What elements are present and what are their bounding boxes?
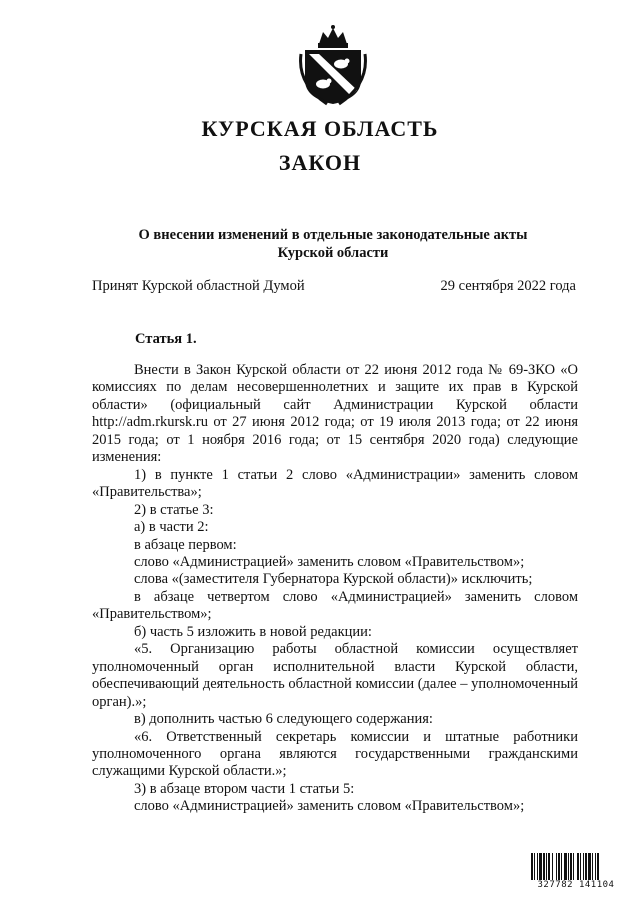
paragraph: 2) в статье 3: [134, 501, 214, 518]
paragraph: в) дополнить частью 6 следующего содержания: [134, 711, 433, 728]
article-body [92, 362, 578, 816]
paragraph: а) в части 2: [134, 519, 209, 536]
paragraph: слово «Администрацией» заменить словом «Правительством»; [134, 798, 525, 815]
adoption-line [92, 278, 576, 295]
paragraph: в абзаце четвертом слово «Администрацией» заменить словом «Правительством»; [92, 588, 578, 623]
paragraph: 3) в абзаце втором части 1 статьи 5: [134, 780, 355, 797]
paragraph: слово «Администрацией» заменить словом «Правительством»; [134, 553, 525, 570]
paragraph: слова «(заместителя Губернатора Курской области)» исключить; [134, 571, 533, 588]
adoption-date: 29 сентября 2022 года [440, 278, 576, 294]
paragraph: Внести в Закон Курской области от 22 июня 2012 года № 69-ЗКО «О комиссиях по делам несовершеннолетних и защите их прав в Курской области» (официальный сайт Администрации Курской области http://adm.rkursk.ru от 27 июня 2012 года; от 19 июля 2013 года; от 22 июня 2015 года; от 1 ноября 2016 года; от 15 сентября 2020 года) следующие изменения: [92, 362, 578, 466]
document-type-title: ЗАКОН [278, 150, 362, 175]
coat-of-arms-icon [297, 24, 369, 106]
barcode-number: 327782 141104 [530, 880, 622, 891]
paragraph: 1) в пункте 1 статьи 2 слово «Администрации» заменить словом «Правительства»; [92, 466, 578, 501]
law-subject-line-2: Курской области [277, 245, 389, 261]
law-subject-line-1: О внесении изменений в отдельные законодательные акты [138, 227, 528, 243]
paragraph: «5. Организацию работы областной комиссии осуществляет уполномоченный орган исполнительной власти Курской области, обеспечивающий деятельность областной комиссии (далее – уполномоченный орган).»; [92, 641, 578, 710]
law-subject [90, 226, 576, 262]
adopting-body: Принят Курской областной Думой [92, 278, 305, 294]
paragraph: б) часть 5 изложить в новой редакции: [134, 623, 372, 640]
paragraph: в абзаце первом: [134, 536, 237, 553]
paragraph: «6. Ответственный секретарь комиссии и штатные работники уполномоченного органа являются государственными гражданскими служащими Курской области.»; [92, 728, 578, 780]
article-title: Статья 1. [135, 331, 197, 347]
region-title: КУРСКАЯ ОБЛАСТЬ [201, 116, 439, 141]
